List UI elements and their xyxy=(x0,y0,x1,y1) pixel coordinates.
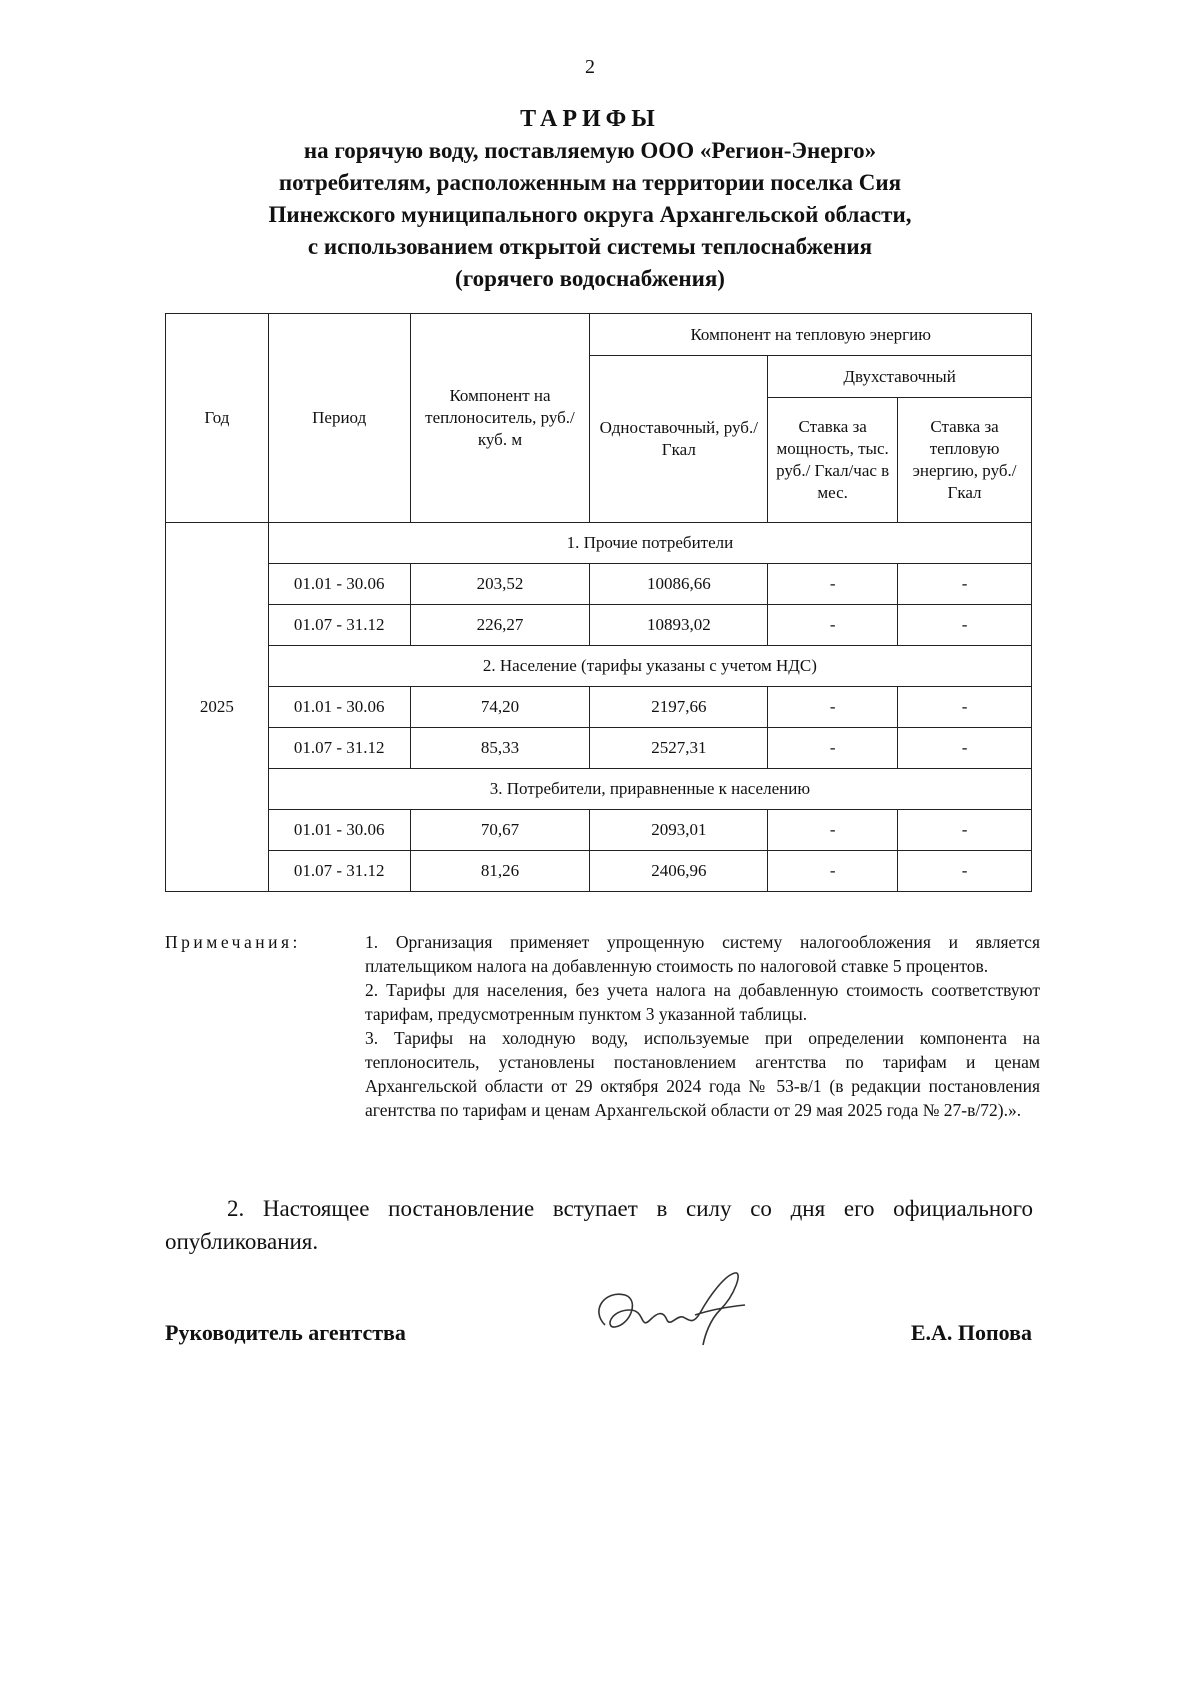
title-heading: ТАРИФЫ xyxy=(520,106,660,132)
year-cell: 2025 xyxy=(166,523,269,892)
signature-block xyxy=(165,1320,1032,1346)
period-cell: 01.07 - 31.12 xyxy=(268,851,410,892)
header-period: Период xyxy=(268,314,410,523)
notes xyxy=(165,930,1040,1122)
capacity-cell: - xyxy=(768,605,898,646)
capacity-cell: - xyxy=(768,851,898,892)
effective-date-paragraph: 2. Настоящее постановление вступает в силу со дня его официального опубликования. xyxy=(165,1196,1033,1254)
title-line: (горячего водоснабжения) xyxy=(455,266,725,291)
carrier-cell: 74,20 xyxy=(410,687,590,728)
energy-rate-cell: - xyxy=(898,851,1032,892)
header-year: Год xyxy=(166,314,269,523)
energy-rate-cell: - xyxy=(898,810,1032,851)
carrier-cell: 70,67 xyxy=(410,810,590,851)
note-item: 2. Тарифы для населения, без учета налога на добавленную стоимость соответствуют тарифам, предусмотренным пунктом 3 указанной таблицы. xyxy=(365,980,1040,1024)
single-cell: 2197,66 xyxy=(590,687,768,728)
notes-label: Примечания: xyxy=(165,932,301,952)
title-line: с использованием открытой системы теплоснабжения xyxy=(307,234,873,259)
carrier-cell: 226,27 xyxy=(410,605,590,646)
period-cell: 01.01 - 30.06 xyxy=(268,564,410,605)
period-cell: 01.01 - 30.06 xyxy=(268,810,410,851)
document-title xyxy=(140,103,1040,295)
tariff-table xyxy=(165,313,1032,892)
single-cell: 10086,66 xyxy=(590,564,768,605)
energy-rate-cell: - xyxy=(898,605,1032,646)
table-row xyxy=(166,564,1032,605)
note-item: 1. Организация применяет упрощенную систему налогообложения и является плательщиком налога на добавленную стоимость по налоговой ставке 5 процентов. xyxy=(365,932,1040,976)
title-line: на горячую воду, поставляемую ООО «Регион-Энерго» xyxy=(303,138,877,163)
carrier-cell: 81,26 xyxy=(410,851,590,892)
header-energy-rate: Ставка за тепловую энергию, руб./Гкал xyxy=(898,398,1032,523)
table-row xyxy=(166,687,1032,728)
energy-rate-cell: - xyxy=(898,728,1032,769)
period-cell: 01.01 - 30.06 xyxy=(268,687,410,728)
capacity-cell: - xyxy=(768,810,898,851)
section-title: 3. Потребители, приравненные к населению xyxy=(268,769,1031,810)
signer-position: Руководитель агентства xyxy=(165,1320,406,1345)
single-cell: 2406,96 xyxy=(590,851,768,892)
table-row xyxy=(166,851,1032,892)
single-cell: 10893,02 xyxy=(590,605,768,646)
section-title: 1. Прочие потребители xyxy=(268,523,1031,564)
period-cell: 01.07 - 31.12 xyxy=(268,728,410,769)
header-single: Одноставочный, руб./Гкал xyxy=(590,356,768,523)
capacity-cell: - xyxy=(768,687,898,728)
note-item: 3. Тарифы на холодную воду, используемые при определении компонента на теплоноситель, установлены постановлением агентства по тарифам и ценам Архангельской области от 29 октября 2024 года № 53-в/1 (в редакции постановления агентства по тарифам и ценам Архангельской области от 29 мая 2025 года № 27-в/72).». xyxy=(365,1028,1040,1120)
table-row xyxy=(166,605,1032,646)
header-two-part: Двухставочный xyxy=(768,356,1032,398)
energy-rate-cell: - xyxy=(898,564,1032,605)
title-line: Пинежского муниципального округа Архангельской области, xyxy=(268,202,912,227)
capacity-cell: - xyxy=(768,564,898,605)
header-energy: Компонент на тепловую энергию xyxy=(590,314,1032,356)
table-row xyxy=(166,810,1032,851)
section-title: 2. Население (тарифы указаны с учетом НДС) xyxy=(268,646,1031,687)
energy-rate-cell: - xyxy=(898,687,1032,728)
capacity-cell: - xyxy=(768,728,898,769)
signer-name: Е.А. Попова xyxy=(910,1320,1032,1345)
carrier-cell: 85,33 xyxy=(410,728,590,769)
table-row xyxy=(166,728,1032,769)
period-cell: 01.07 - 31.12 xyxy=(268,605,410,646)
carrier-cell: 203,52 xyxy=(410,564,590,605)
header-carrier: Компонент на теплоноситель, руб./куб. м xyxy=(410,314,590,523)
page-number: 2 xyxy=(585,56,595,78)
single-cell: 2093,01 xyxy=(590,810,768,851)
single-cell: 2527,31 xyxy=(590,728,768,769)
header-capacity: Ставка за мощность, тыс. руб./ Гкал/час в мес. xyxy=(768,398,898,523)
title-line: потребителям, расположенным на территории поселка Сия xyxy=(278,170,902,195)
